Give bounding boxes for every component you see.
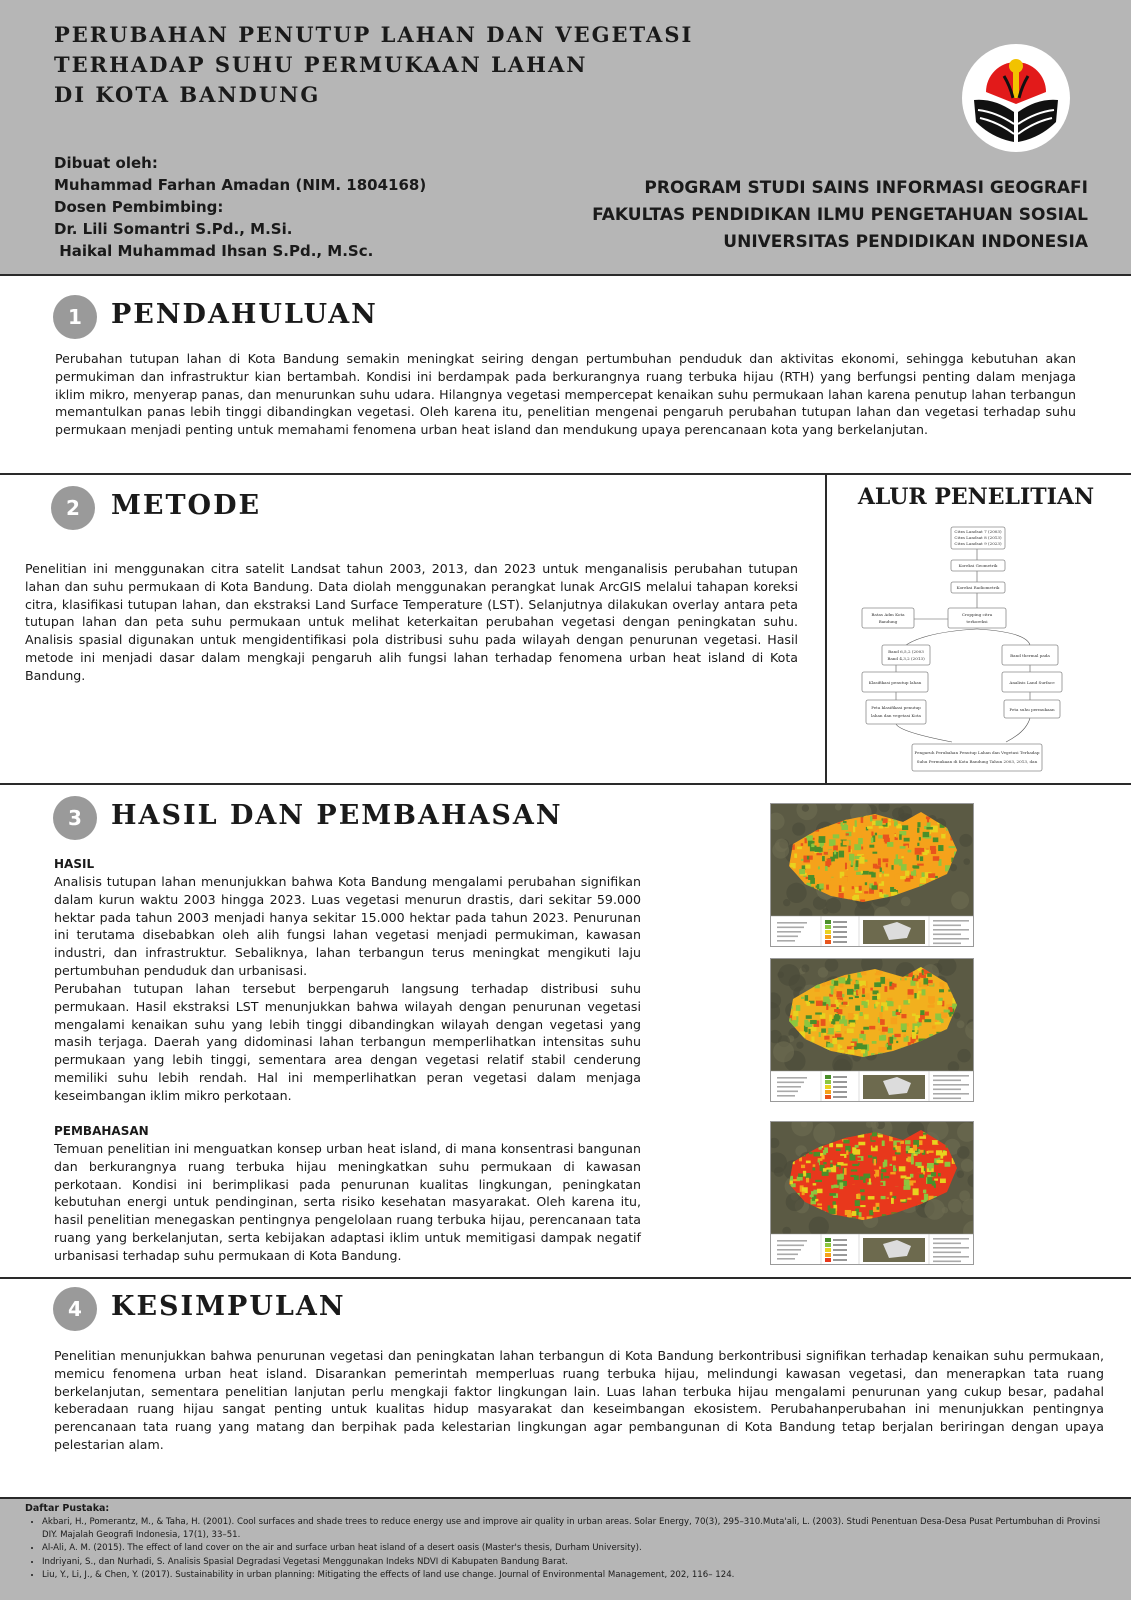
reference-item: • Indriyani, S., dan Nurhadi, S. Analisis Spasial Degradasi Vegetasi Menggunakan Indeks NDVI di Kabupaten Bandung Barat. bbox=[42, 1556, 1108, 1569]
flow-box-band: Band 6,5,2 (2003 bbox=[888, 649, 924, 654]
flow-box-peta-suhu: Peta suhu permukaan bbox=[1009, 707, 1055, 712]
hasil-paragraph: Perubahan tutupan lahan tersebut berpengaruh langsung terhadap distribusi suhu permukaan. Hasil ekstraksi LST menunjukkan bahwa wilayah dengan penurunan vegetasi mengalami kenaikan suhu yang lebih tinggi dibandingkan wilayah dengan vegetasi yang masih terjaga. Daerah yang didominasi lahan terbangun memperlihatkan intensitas suhu permukaan yang lebih tinggi, sementara area dengan vegetasi relatif stabil cenderung memiliki suhu lebih rendah. Hal ini memperlihatkan peran vegetasi dalam menjaga keseimbangan iklim mikro perkotaan. bbox=[54, 981, 641, 1103]
pembahasan-heading: PEMBAHASAN bbox=[54, 1124, 149, 1138]
metode-text: Penelitian ini menggunakan citra satelit Landsat tahun 2003, 2013, dan 2023 untuk menganalisis perubahan tutupan lahan dan suhu permukaan di Kota Bandung. Data diolah menggunakan perangkat lunak ArcGIS melalui tahapan koreksi citra, klasifikasi tutupan lahan, dan ekstraksi Land Surface Temperature (LST). Selanjutnya dilakukan overlay antara peta tutupan lahan dan peta suhu permukaan untuk melihat keterkaitan perubahan vegetasi dengan peningkatan suhu. Analisis spasial digunakan untuk mengidentifikasi pola distribusi suhu pada wilayah dengan penurunan vegetasi. Hasil metode ini menjadi dasar dalam mengkaji pengaruh alih fungsi lahan terhadap fenomena urban heat island di Kota Bandung. bbox=[25, 561, 798, 683]
pembahasan-paragraph: Temuan penelitian ini menguatkan konsep urban heat island, di mana konsentrasi bangunan dan berkurangnya ruang terbuka hijau meningkatkan suhu permukaan di kawasan perkotaan. Kondisi ini berimplikasi pada penurunan kualitas lingkungan, peningkatan kebutuhan energi untuk pendinginan, serta risiko kesehatan masyarakat. Oleh karena itu, hasil penelitian menegaskan pentingnya pengelolaan ruang terbuka hijau, perencanaan tata ruang yang berkelanjutan, serta kebijakan adaptasi iklim untuk memitigasi dampak negatif urbanisasi terhadap suhu permukaan di Kota Bandung. bbox=[54, 1141, 641, 1263]
program-line: PROGRAM STUDI SAINS INFORMASI GEOGRAFI bbox=[644, 178, 1088, 198]
title-line: DI KOTA BANDUNG bbox=[54, 82, 321, 107]
program-line: UNIVERSITAS PENDIDIKAN INDONESIA bbox=[723, 232, 1088, 252]
section-number-badge: 3 bbox=[53, 796, 97, 840]
flow-box-peta-klasifikasi: lahan dan vegetasi Kota bbox=[871, 713, 921, 718]
section-divider bbox=[0, 1277, 1131, 1279]
flow-box-cropping: Cropping citra bbox=[961, 612, 993, 617]
author-line: Dosen Pembimbing: bbox=[54, 198, 224, 216]
flow-box-citra: Citra Landsat 7 (2003) bbox=[954, 529, 1002, 534]
flow-box-klasifikasi: Klasifikasi penutup lahan bbox=[868, 680, 922, 685]
flow-box-thermal: Band thermal pada bbox=[1010, 653, 1050, 658]
section-number-badge: 4 bbox=[53, 1287, 97, 1331]
flow-box-analisis: Analisis Land Surface bbox=[1009, 680, 1055, 685]
hasil-heading: HASIL bbox=[54, 857, 95, 871]
section-title-metode: METODE bbox=[111, 490, 262, 521]
column-divider bbox=[825, 475, 827, 784]
reference-item: • Liu, Y., Li, J., & Chen, Y. (2017). Sustainability in urban planning: Mitigating the effects of land use change. Journal of Environmental Management, 202, 116– 124. bbox=[42, 1569, 1108, 1582]
references-block bbox=[0, 1497, 1131, 1600]
author-line: Dr. Lili Somantri S.Pd., M.Si. bbox=[54, 220, 293, 238]
reference-item: • Al-Ali, A. M. (2015). The effect of land cover on the air and surface urban heat island of a desert oasis (Master's thesis, Durham University). bbox=[42, 1542, 1108, 1555]
section-divider bbox=[0, 473, 1131, 475]
references-list bbox=[42, 1516, 1108, 1582]
author-line: Muhammad Farhan Amadan (NIM. 1804168) bbox=[54, 176, 427, 194]
pendahuluan-text: Perubahan tutupan lahan di Kota Bandung semakin meningkat seiring dengan pertumbuhan penduduk dan aktivitas ekonomi, sehingga kebutuhan akan permukiman dan infrastruktur kian bertambah. Kondisi ini berdampak pada berkurangnya ruang terbuka hijau (RTH) yang berfungsi penting dalam menjaga iklim mikro, menyerap panas, dan menurunkan suhu udara. Hilangnya vegetasi mempercepat kenaikan suhu permukaan lahan karena penutup lahan terbangun memantulkan panas lebih tinggi dibandingkan vegetasi. Oleh karena itu, penelitian mengenai pengaruh perubahan tutupan lahan dan vegetasi terhadap suhu permukaan menjadi penting untuk memahami fenomena urban heat island dan mendukung upaya perencanaan kota yang berkelanjutan. bbox=[55, 351, 1076, 438]
hasil-paragraph: Analisis tutupan lahan menunjukkan bahwa Kota Bandung mengalami perubahan signifikan dalam kurun waktu 2003 hingga 2023. Luas vegetasi menurun drastis, dari sekitar 59.000 hektar pada tahun 2003 menjadi hanya sekitar 15.000 hektar pada tahun 2023. Penurunan ini terutama disebabkan oleh alih fungsi lahan vegetasi menjadi permukiman, kawasan industri, dan infrastruktur. Sebaliknya, lahan terbangun terus meningkat mengikuti laju pertumbuhan penduduk dan urbanisasi. bbox=[54, 874, 641, 978]
references-title: Daftar Pustaka: bbox=[25, 1503, 110, 1514]
flow-box-geometrik: Koreksi Geometrik bbox=[958, 563, 998, 568]
author-block bbox=[54, 152, 426, 262]
lst-map-2013 bbox=[770, 958, 974, 1102]
section-divider bbox=[0, 783, 1131, 785]
poster-header bbox=[0, 0, 1131, 276]
section-title-kesimpulan: KESIMPULAN bbox=[111, 1291, 346, 1322]
program-line: FAKULTAS PENDIDIKAN ILMU PENGETAHUAN SOSIAL bbox=[592, 205, 1088, 225]
lst-map-2023 bbox=[770, 1121, 974, 1265]
upi-logo-icon bbox=[960, 42, 1072, 154]
section-title-hasil: HASIL DAN PEMBAHASAN bbox=[111, 800, 563, 831]
flow-box-batas: Bandung bbox=[878, 619, 898, 624]
author-line: Haikal Muhammad Ihsan S.Pd., M.Sc. bbox=[54, 242, 374, 260]
title-line: TERHADAP SUHU PERMUKAAN LAHAN bbox=[54, 52, 588, 77]
flow-box-cropping: terkoreksi bbox=[966, 619, 988, 624]
flow-box-citra: Citra Landsat 9 (2023) bbox=[954, 541, 1002, 546]
research-flowchart bbox=[856, 522, 1078, 774]
program-block bbox=[592, 175, 1088, 256]
flow-box-peta-klasifikasi: Peta klasifikasi penutup bbox=[871, 705, 921, 710]
flow-box-citra: Citra Landsat 8 (2013) bbox=[954, 535, 1002, 540]
lst-map-2003 bbox=[770, 803, 974, 947]
flow-box-pengaruh: Pengaruh Perubahan Penutup Lahan dan Vegetasi Terhadap bbox=[914, 750, 1040, 755]
section-number-badge: 1 bbox=[53, 295, 97, 339]
flow-box-radiometrik: Koreksi Radiometrik bbox=[956, 585, 1000, 590]
flow-box-batas: Batas Adm Kota bbox=[871, 612, 905, 617]
title-line: PERUBAHAN PENUTUP LAHAN DAN VEGETASI bbox=[54, 22, 694, 47]
section-number-badge: 2 bbox=[51, 486, 95, 530]
flow-box-pengaruh: Suhu Permukaan di Kota Bandung Tahun 2003, 2013, dan bbox=[916, 759, 1038, 764]
section-title-pendahuluan: PENDAHULUAN bbox=[111, 299, 378, 330]
reference-item: • Akbari, H., Pomerantz, M., & Taha, H. (2001). Cool surfaces and shade trees to reduce energy use and improve air quality in urban areas. Solar Energy, 70(3), 295–310.Muta'ali, L. (2003). Studi Penentuan Desa-Desa Pusat Pertumbuhan di Provinsi DIY. Majalah Geografi Indonesia, 17(1), 33–51. bbox=[42, 1516, 1108, 1542]
flow-box-band: Band 4,3,2 (2013) bbox=[887, 656, 925, 661]
poster-title bbox=[54, 20, 694, 110]
alur-penelitian-title: ALUR PENELITIAN bbox=[857, 484, 1095, 510]
kesimpulan-text: Penelitian menunjukkan bahwa penurunan vegetasi dan peningkatan lahan terbangun di Kota Bandung berkontribusi signifikan terhadap kenaikan suhu permukaan, memicu fenomena urban heat island. Disarankan pemerintah memperluas ruang terbuka hijau, melindungi kawasan vegetasi, dan menerapkan tata ruang berkelanjutan, sementara penelitian lanjutan perlu mengkaji faktor lingkungan lain. Luas lahan terbuka hijau mengalami penurunan yang cukup besar, padahal keberadaan ruang hijau sangat penting untuk kualitas hidup masyarakat dan keseimbangan ekosistem. Perubahanperubahan ini menunjukkan pentingnya perencanaan tata ruang yang matang dan berpihak pada kelestarian lingkungan agar pembangunan di Kota Bandung tetap berjalan beriringan dengan upaya pelestarian alam. bbox=[54, 1348, 1104, 1452]
author-line: Dibuat oleh: bbox=[54, 154, 158, 172]
